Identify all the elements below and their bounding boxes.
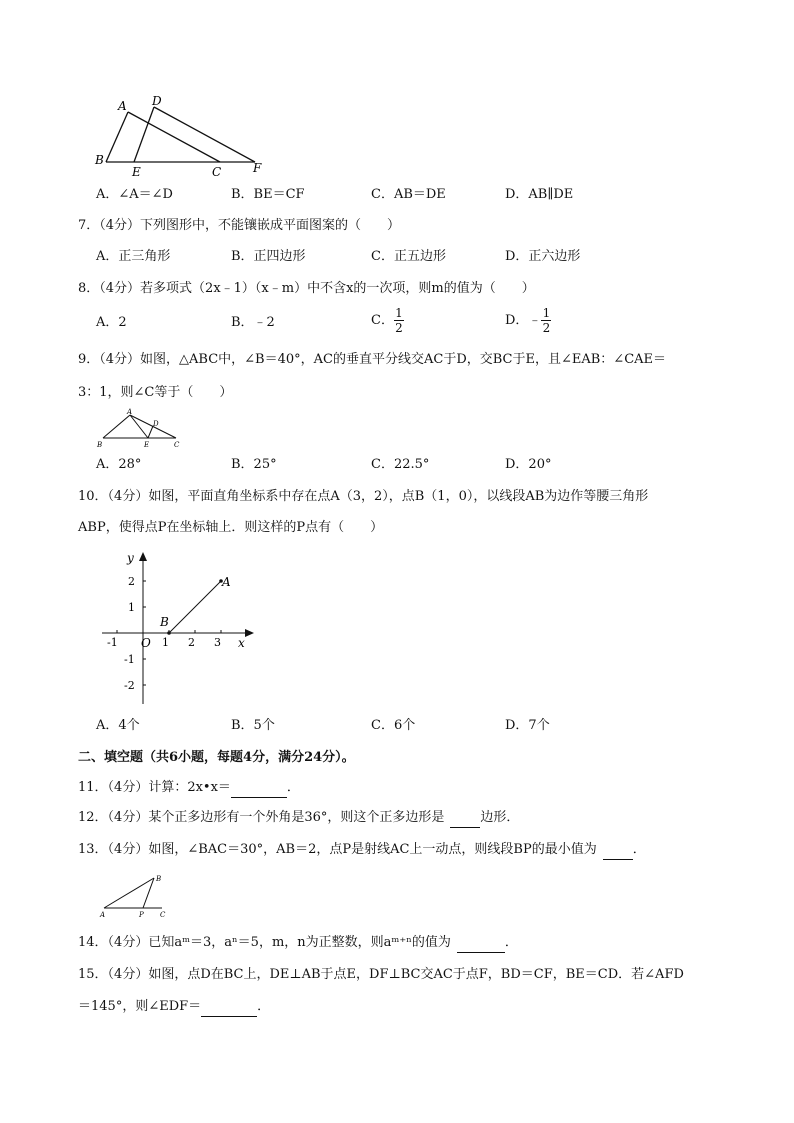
fig6-label-b: B (95, 153, 104, 167)
q14-answer-blank[interactable] (457, 934, 505, 953)
fig10-ytick-neg2: -2 (124, 679, 135, 692)
fig9-label-e: E (144, 441, 150, 449)
fig6-label-a: A (118, 99, 127, 113)
q10-option-a: A．4个 (96, 718, 140, 733)
q12-line (78, 809, 519, 828)
q7-stem: 7．（4分）下列图形中，不能镶嵌成平面图案的（ ） (78, 218, 401, 233)
fig10-label-o: O (141, 636, 151, 650)
q6-option-d: D．AB∥DE (505, 187, 574, 202)
q12-answer-blank[interactable] (450, 809, 480, 828)
fig6-label-d: D (152, 94, 162, 108)
q11-line (78, 779, 300, 798)
fig13-label-p: P (139, 911, 144, 919)
fig10-ytick-1: 1 (128, 601, 135, 614)
fig10-xtick-1: 1 (162, 636, 169, 649)
q12-end: 边形． (480, 810, 520, 825)
fig6-label-f: F (253, 161, 262, 175)
q14-end: ． (504, 935, 518, 950)
q8-option-c-fraction (394, 306, 404, 335)
q8-option-d (505, 306, 551, 335)
q9-option-c: C．22.5° (371, 457, 430, 472)
fig10-ytick-neg1: -1 (124, 653, 135, 666)
section-2-heading: 二、填空题（共6小题，每题4分，满分24分）。 (78, 750, 355, 765)
q15-answer-blank[interactable] (201, 998, 257, 1017)
frac-denominator: 2 (542, 321, 551, 335)
fig9-label-c: C (174, 441, 180, 449)
q6-option-c: C．AB＝DE (371, 187, 446, 202)
q9-figure (94, 406, 190, 452)
q6-option-b: B．BE＝CF (231, 187, 305, 202)
fig13-label-b: B (156, 875, 162, 883)
q10-coordinate-figure (96, 546, 266, 706)
q13-answer-blank[interactable] (603, 841, 633, 860)
q13-end: ． (632, 842, 646, 857)
q15-stem-line2: ＝145°，则∠EDF＝ (78, 999, 202, 1014)
q8-option-b: B．﹣2 (231, 315, 275, 330)
q8-option-a: A．2 (96, 315, 127, 330)
q13-line (78, 841, 646, 860)
q9-stem-line1: 9．（4分）如图，△ABC中，∠B＝40°，AC的垂直平分线交AC于D，交BC于E，且∠EAB：∠CAE＝ (78, 352, 667, 367)
q8-option-c-label: C． (371, 313, 394, 328)
q9-stem-line2: 3：1，则∠C等于（ ） (78, 385, 233, 400)
q9-option-a: A．28° (96, 457, 142, 472)
fig9-label-b: B (97, 441, 103, 449)
q12-stem: 12．（4分）某个正多边形有一个外角是36°，则这个正多边形是 (78, 810, 445, 825)
fig6-label-e: E (132, 165, 141, 179)
q15-stem-line1: 15．（4分）如图，点D在BC上，DE⊥AB于点E，DF⊥BC交AC于点F，BD＝CF，BE＝CD．若∠AFD (78, 967, 684, 982)
frac-numerator: 1 (542, 306, 551, 320)
q14-stem: 14．（4分）已知aᵐ＝3，aⁿ＝5，m，n为正整数，则aᵐ⁺ⁿ的值为 (78, 935, 451, 950)
fig10-label-b: B (160, 615, 169, 629)
q8-option-d-fraction (541, 306, 551, 335)
q8-option-d-label: D．﹣ (505, 313, 542, 328)
fig13-label-c: C (160, 911, 166, 919)
q11-stem: 11．（4分）计算：2x•x＝ (78, 780, 231, 795)
q15-line2 (78, 998, 270, 1017)
q7-option-d: D．正六边形 (505, 249, 581, 264)
q6-figure (90, 92, 280, 180)
q6-option-a: A．∠A＝∠D (96, 187, 173, 202)
q7-option-a: A．正三角形 (96, 249, 171, 264)
q15-end: ． (257, 999, 271, 1014)
q9-option-d: D．20° (505, 457, 552, 472)
q13-stem: 13．（4分）如图，∠BAC＝30°，AB＝2，点P是射线AC上一动点，则线段BP的最小值为 (78, 842, 597, 857)
fig10-label-a: A (222, 575, 231, 589)
fig9-label-d: D (153, 420, 159, 428)
fig10-label-x: x (238, 636, 245, 650)
q10-option-b: B．5个 (231, 718, 275, 733)
q10-option-c: C．6个 (371, 718, 416, 733)
q11-end: ． (286, 780, 300, 795)
fig6-label-c: C (212, 165, 222, 179)
fig10-xtick-2: 2 (188, 636, 195, 649)
q10-option-d: D．7个 (505, 718, 550, 733)
frac-denominator: 2 (395, 321, 403, 335)
q10-stem-line1: 10．（4分）如图，平面直角坐标系中存在点A（3，2），点B（1，0），以线段AB为边作等腰三角形 (78, 489, 649, 504)
fig10-xtick-neg1: -1 (107, 636, 118, 649)
q11-answer-blank[interactable] (231, 779, 287, 798)
q13-figure (96, 870, 176, 922)
fig10-label-y: y (127, 551, 134, 565)
fig9-label-a: A (127, 408, 133, 416)
fig13-label-a: A (100, 911, 106, 919)
q8-stem: 8．（4分）若多项式（2x﹣1）（x﹣m）中不含x的一次项，则m的值为（ ） (78, 281, 535, 296)
q14-line (78, 934, 518, 953)
fig10-ytick-2: 2 (128, 575, 135, 588)
q10-stem-line2: ABP，使得点P在坐标轴上．则这样的P点有（ ） (78, 520, 384, 535)
q7-option-c: C．正五边形 (371, 249, 446, 264)
q8-option-c (371, 306, 404, 335)
frac-numerator: 1 (395, 306, 403, 320)
q7-option-b: B．正四边形 (231, 249, 306, 264)
q9-option-b: B．25° (231, 457, 277, 472)
fig10-xtick-3: 3 (214, 636, 221, 649)
